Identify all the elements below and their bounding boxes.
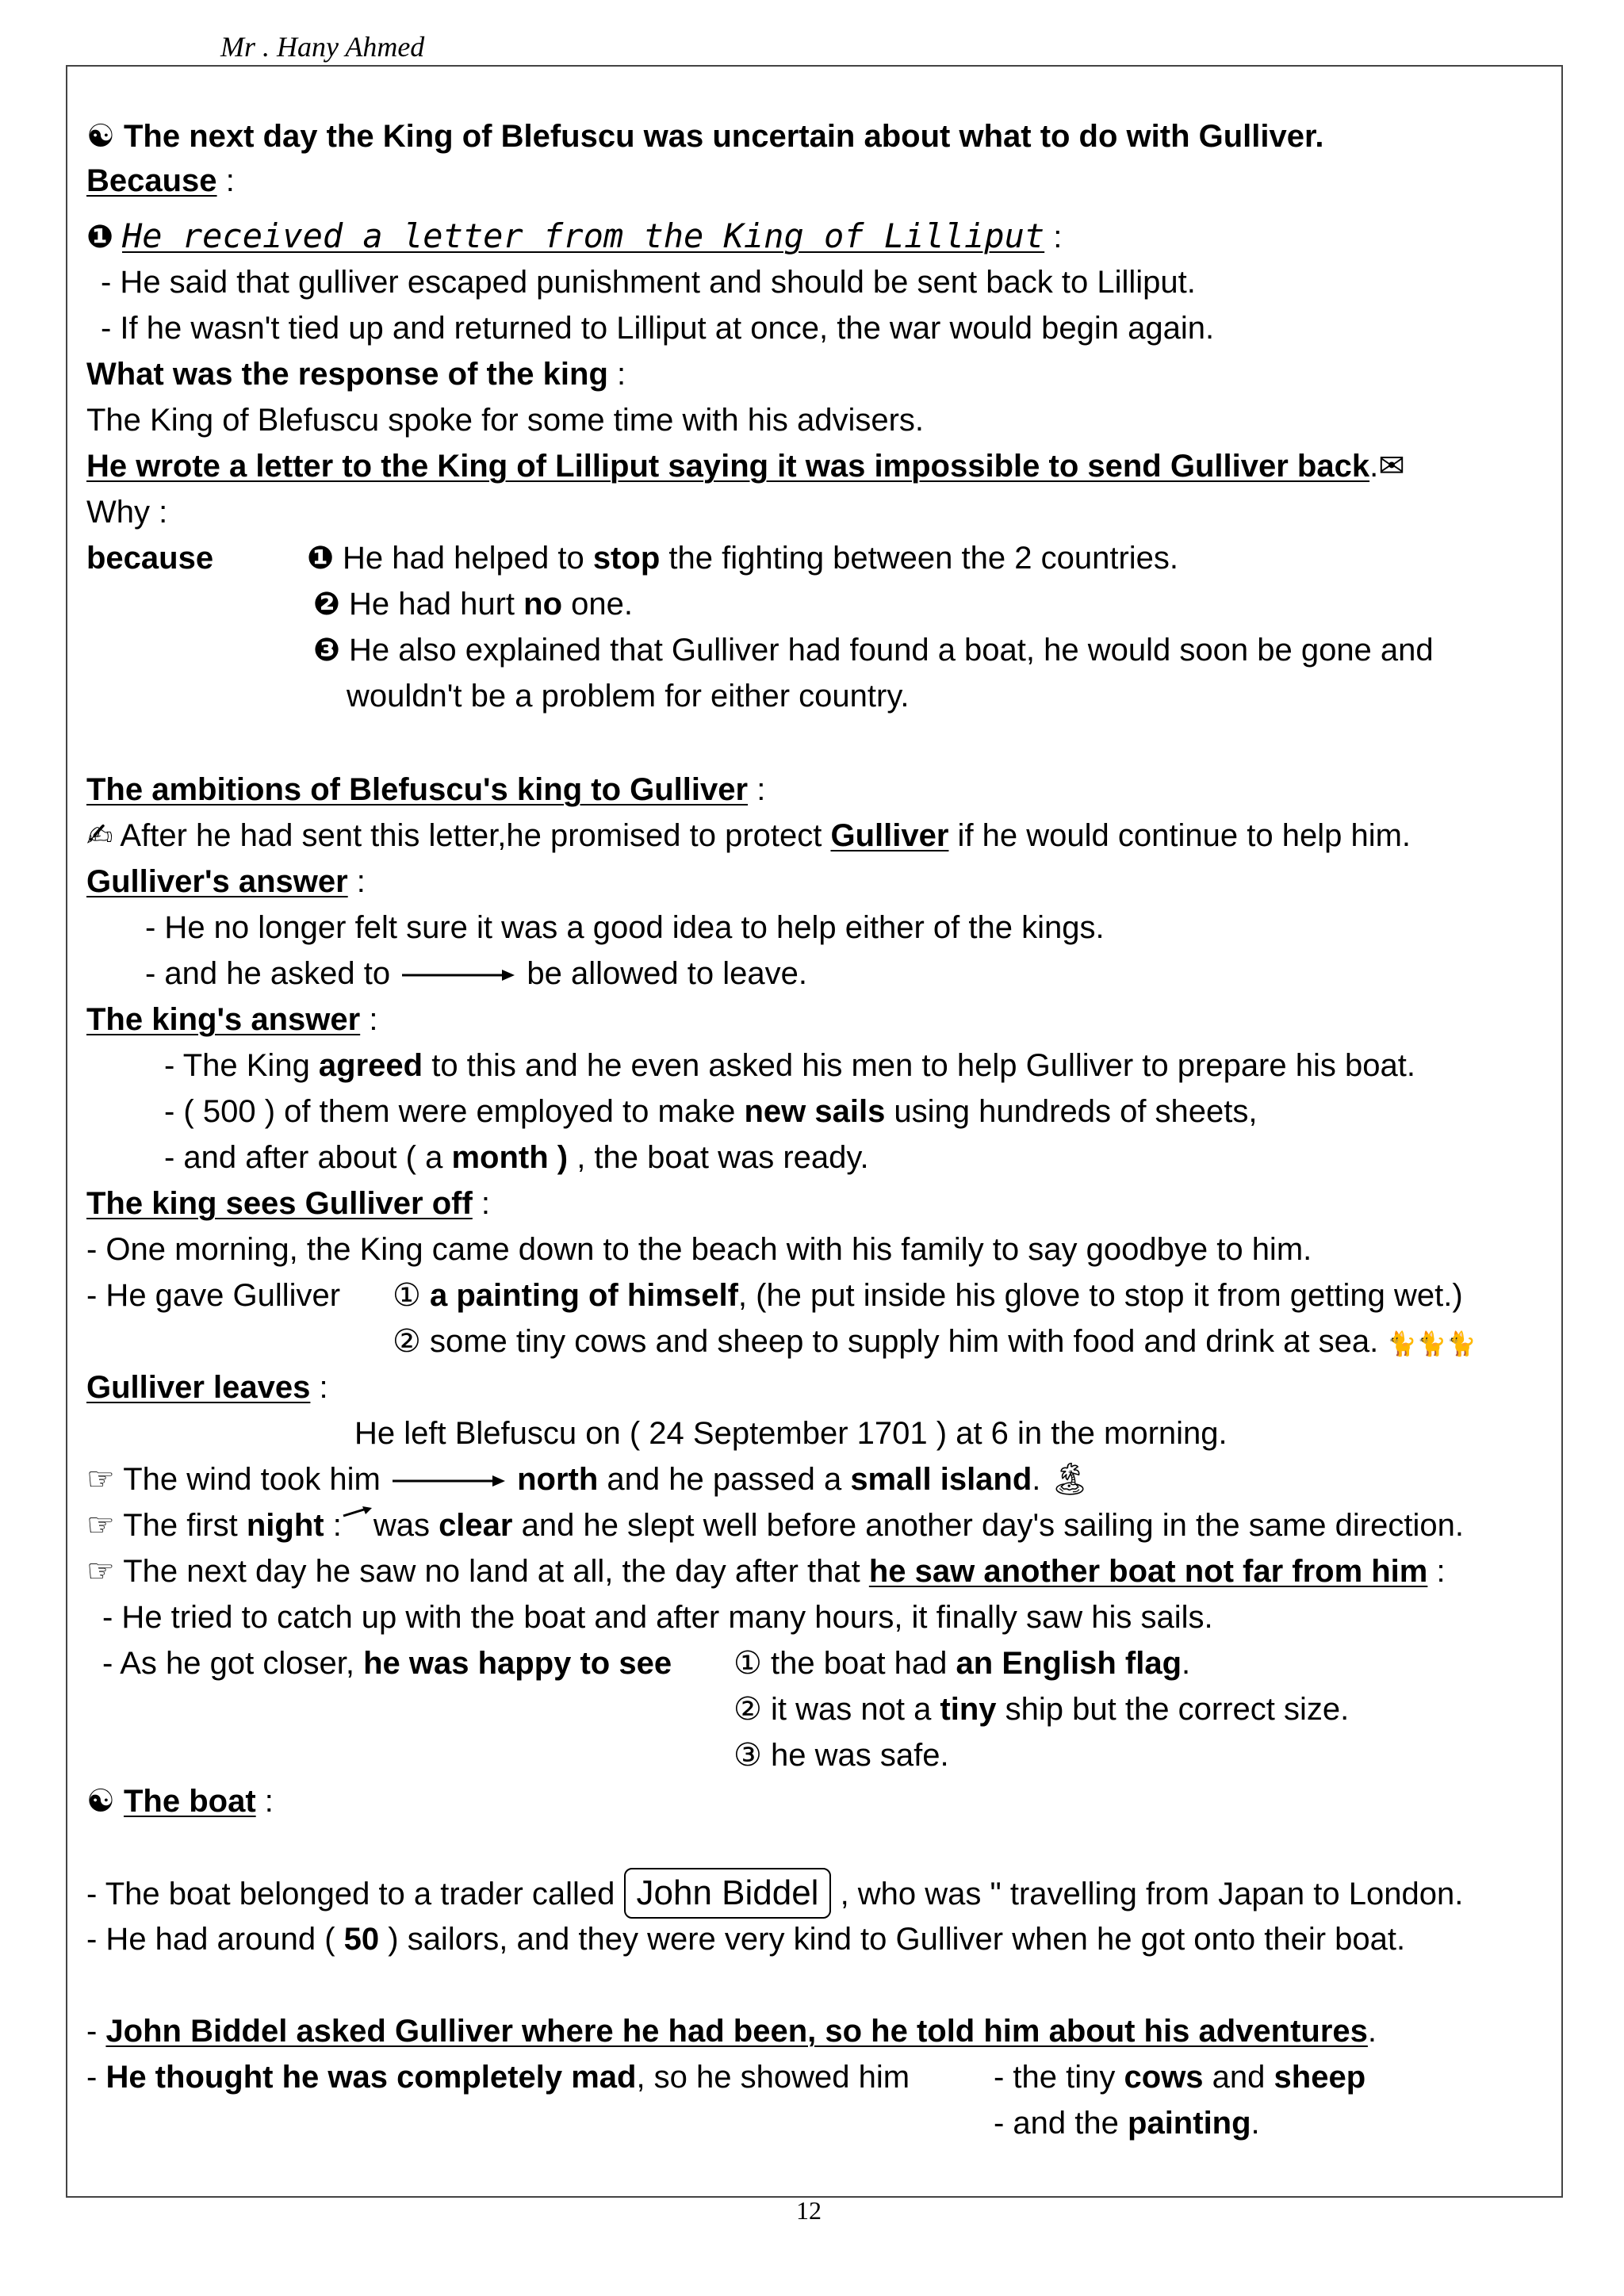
king-answer-2: - ( 500 ) of them were employed to make new sails using hundreds of sheets, <box>164 1094 1258 1129</box>
why-reason-1: ❶ He had helped to stop the fighting between the 2 countries. <box>307 541 1179 576</box>
sendoff-heading: The king sees Gulliver off : <box>86 1186 491 1221</box>
yin-yang-icon: ☯ <box>86 1784 115 1819</box>
circle-2-icon: ❷ <box>313 587 340 622</box>
showed-1: - the tiny cows and sheep <box>994 2060 1366 2095</box>
why-reason-3: ❸ He also explained that Gulliver had found a boat, he would soon be gone and <box>313 633 1434 668</box>
content-frame <box>66 65 1563 2198</box>
pointing-hand-icon: ☞ <box>86 1508 115 1543</box>
reason-title: ❶ He received a letter from the King of Lilliput : <box>86 216 1063 255</box>
page-number: 12 <box>796 2196 822 2225</box>
circle-3-icon: ❸ <box>313 633 340 668</box>
reason-point-2: - If he wasn't tied up and returned to Lilliput at once, the war would begin again. <box>101 311 1215 346</box>
island-icon: 🏝 <box>1049 1462 1090 1497</box>
night-line: ☞ The first night : was clear and he slept well before another day's sailing in the same direction. <box>86 1508 1464 1543</box>
circled-2-icon: ② <box>393 1324 421 1359</box>
sendoff-line-1: - One morning, the King came down to the beach with his family to say goodbye to him. <box>86 1232 1312 1267</box>
cat-icon: 🐈 <box>1387 1331 1417 1357</box>
happy-1: ① the boat had an English flag. <box>733 1646 1191 1681</box>
ambitions-heading: The ambitions of Blefuscu's king to Gulliver : <box>86 772 766 807</box>
circled-3-icon: ③ <box>733 1738 762 1773</box>
happy-2: ② it was not a tiny ship but the correct size. <box>733 1692 1350 1727</box>
reason-point-1: - He said that gulliver escaped punishment and should be sent back to Lilliput. <box>101 265 1196 300</box>
pointing-hand-icon: ☞ <box>86 1554 115 1589</box>
why-label: Why : <box>86 495 168 530</box>
arrow-right-icon <box>399 967 518 983</box>
boat-heading: ☯ The boat : <box>86 1784 274 1819</box>
circled-1-icon: ① <box>733 1646 762 1681</box>
happy-3: ③ he was safe. <box>733 1738 949 1773</box>
because-label: Because : <box>86 163 235 198</box>
response-question: What was the response of the king : <box>86 357 626 392</box>
cat-icon: 🐈 <box>1416 1331 1447 1357</box>
response-text: The King of Blefuscu spoke for some time with his advisers. <box>86 403 925 438</box>
author-header: Mr . Hany Ahmed <box>220 31 425 63</box>
mad-line: - He thought he was completely mad, so he showed him <box>86 2060 910 2095</box>
sailors-line: - He had around ( 50 ) sailors, and they were very kind to Gulliver when he got onto their boat. <box>86 1922 1406 1957</box>
circle-1-icon: ❶ <box>307 541 334 576</box>
circle-1-icon: ❶ <box>86 220 113 254</box>
letter-icon: ✉ <box>1378 449 1405 484</box>
arrow-right-icon <box>342 1506 373 1525</box>
circled-2-icon: ② <box>733 1692 762 1727</box>
circled-1-icon: ① <box>393 1278 421 1313</box>
ambitions-text: ✍ After he had sent this letter,he promised to protect Gulliver if he would continue to help him. <box>86 818 1411 853</box>
intro-heading: ☯ The next day the King of Blefuscu was uncertain about what to do with Gulliver. <box>86 119 1324 154</box>
trader-name-box: John Biddel <box>624 1868 832 1919</box>
next-day-line: ☞ The next day he saw no land at all, the day after that he saw another boat not far from him : <box>86 1554 1446 1589</box>
arrow-right-icon <box>389 1473 508 1489</box>
king-answer-1: - The King agreed to this and he even asked his men to help Gulliver to prepare his boat. <box>164 1048 1415 1083</box>
king-answer-3: - and after about ( a month ) , the boat was ready. <box>164 1140 869 1175</box>
asked-line: - John Biddel asked Gulliver where he had been, so he told him about his adventures. <box>86 2014 1377 2049</box>
gulliver-answer-heading: Gulliver's answer : <box>86 864 366 899</box>
showed-2: - and the painting. <box>994 2106 1260 2141</box>
king-answer-heading: The king's answer : <box>86 1002 378 1037</box>
pencil-icon: ✍ <box>86 818 113 853</box>
yin-yang-icon: ☯ <box>86 119 115 154</box>
catch-up-line: - He tried to catch up with the boat and after many hours, it finally saw his sails. <box>102 1600 1213 1635</box>
gulliver-answer-1: - He no longer felt sure it was a good idea to help either of the kings. <box>145 910 1105 945</box>
gift-2: ② some tiny cows and sheep to supply him with food and drink at sea. 🐈🐈🐈 <box>393 1324 1477 1359</box>
closer-line: - As he got closer, he was happy to see <box>102 1646 672 1681</box>
why-reason-3-cont: wouldn't be a problem for either country. <box>347 679 910 714</box>
cat-icon: 🐈 <box>1446 1331 1477 1357</box>
letter-statement: He wrote a letter to the King of Lilliput saying it was impossible to send Gulliver back.✉ <box>86 449 1405 484</box>
because-word: because <box>86 541 214 576</box>
pointing-hand-icon: ☞ <box>86 1462 115 1497</box>
gave-label: - He gave Gulliver <box>86 1278 341 1313</box>
gulliver-answer-2: - and he asked to be allowed to leave. <box>145 956 807 991</box>
leave-date: He left Blefuscu on ( 24 September 1701 ) at 6 in the morning. <box>354 1416 1228 1451</box>
leaves-heading: Gulliver leaves : <box>86 1370 328 1405</box>
gift-1: ① a painting of himself, (he put inside his glove to stop it from getting wet.) <box>393 1278 1463 1313</box>
trader-line: - The boat belonged to a trader called John Biddel , who was " travelling from Japan to London. <box>86 1874 1463 1919</box>
wind-line: ☞ The wind took him north and he passed a small island. 🏝 <box>86 1462 1090 1497</box>
why-reason-2: ❷ He had hurt no one. <box>313 587 633 622</box>
